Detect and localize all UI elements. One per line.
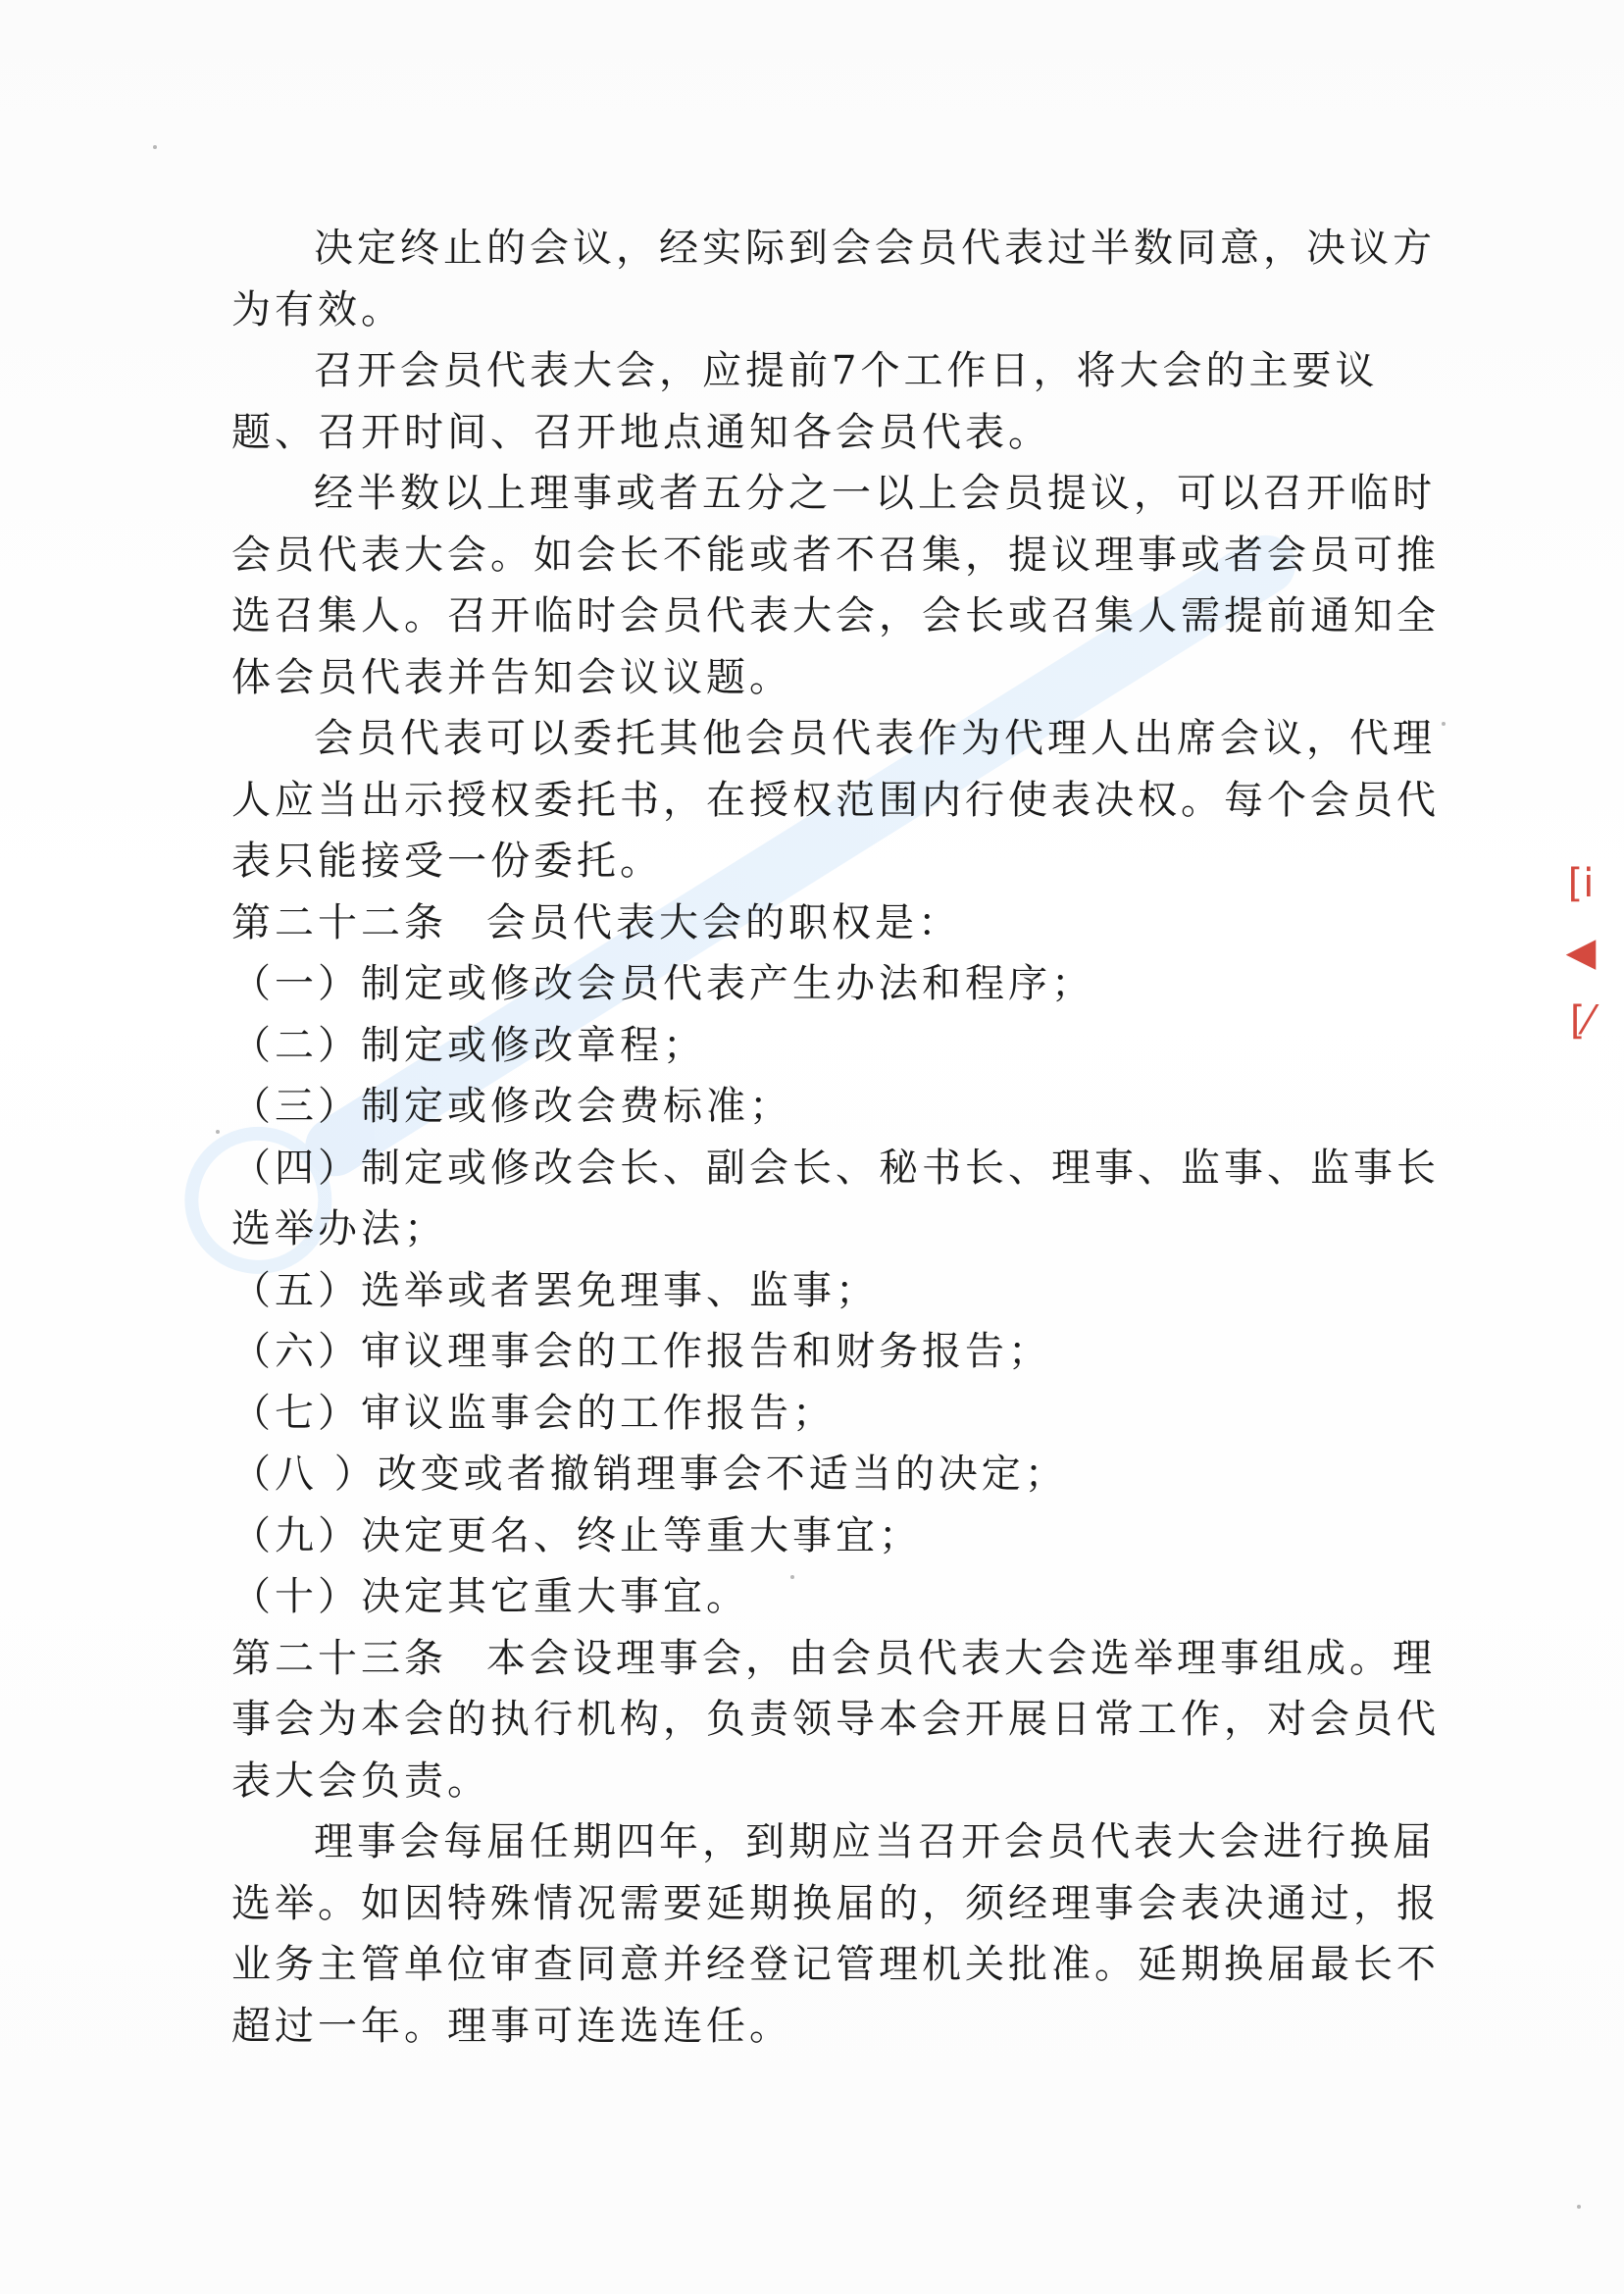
paragraph-line: 表只能接受一份委托。: [231, 839, 663, 884]
paragraph-line: 人应当出示授权委托书，在授权范围内行使表决权。每个会员代: [231, 777, 1440, 823]
list-item: （十）决定其它重大事宜。: [231, 1574, 749, 1619]
seal-fragment-char: [i: [1567, 861, 1595, 906]
paragraph-line: 表大会负责。: [231, 1758, 490, 1804]
scan-speck: [790, 1575, 794, 1579]
list-item: （九）决定更名、终止等重大事宜；: [231, 1512, 922, 1558]
paragraph-line: 理事会每届任期四年，到期应当召开会员代表大会进行换届: [314, 1819, 1436, 1864]
scan-speck: [1442, 722, 1446, 726]
article-23-label: 第二十三条: [231, 1635, 447, 1681]
scan-speck: [153, 145, 157, 149]
list-item: （三）制定或修改会费标准；: [231, 1084, 792, 1129]
paragraph-line: 题、召开时间、召开地点通知各会员代表。: [231, 409, 1051, 455]
list-item: （六）审议理事会的工作报告和财务报告；: [231, 1329, 1051, 1374]
article-22-heading: [231, 892, 1379, 954]
paragraph-line: 决定终止的会议，经实际到会会员代表过半数同意，决议方: [314, 226, 1436, 271]
paragraph-line: 会员代表可以委托其他会员代表作为代理人出席会议，代理: [314, 716, 1436, 761]
paragraph-line: 超过一年。理事可连选连任。: [231, 2003, 792, 2049]
paragraph-line: 经半数以上理事或者五分之一以上会员提议，可以召开临时: [314, 471, 1436, 516]
paragraph-line: 为有效。: [231, 286, 404, 332]
seal-fragment-char: ◀: [1565, 930, 1597, 975]
paragraph-line: 业务主管单位审查同意并经登记管理机关批准。延期换届最长不: [231, 1942, 1440, 1987]
paragraph-line: 体会员代表并告知会议议题。: [231, 654, 792, 700]
article-23-heading: [231, 1628, 1436, 1690]
list-item: （五）选举或者罢免理事、监事；: [231, 1267, 879, 1313]
paragraph-line: 事会为本会的执行机构，负责领导本会开展日常工作，对会员代: [231, 1697, 1440, 1742]
article-22-text: 会员代表大会的职权是：: [486, 899, 961, 945]
list-item: （四）制定或修改会长、副会长、秘书长、理事、监事、监事长: [231, 1145, 1440, 1191]
list-item: （二）制定或修改章程；: [231, 1022, 706, 1068]
paragraph-line: 会员代表大会。如会长不能或者不召集，提议理事或者会员可推: [231, 532, 1440, 578]
paragraph-line: 召开会员代表大会，应提前7个工作日，将大会的主要议: [314, 348, 1379, 393]
list-item: （一）制定或修改会员代表产生办法和程序；: [231, 961, 1094, 1006]
paragraph-line: 选召集人。召开临时会员代表大会，会长或召集人需提前通知全: [231, 593, 1440, 638]
list-item-continuation: 选举办法；: [231, 1206, 447, 1251]
document-body: [231, 218, 1440, 2057]
list-item: （八 ）改变或者撤销理事会不适当的决定；: [231, 1452, 1068, 1497]
seal-fragment-char: [⁄: [1569, 998, 1593, 1044]
scan-speck: [1577, 2205, 1581, 2209]
paragraph-line: 选举。如因特殊情况需要延期换届的，须经理事会表决通过，报: [231, 1880, 1440, 1926]
article-22-label: 第二十二条: [231, 899, 447, 945]
article-23-text: 本会设理事会，由会员代表大会选举理事组成。理: [486, 1635, 1436, 1681]
list-item: （七）审议监事会的工作报告；: [231, 1390, 836, 1436]
side-seal-fragment: [1561, 851, 1600, 1126]
scan-speck: [216, 1130, 220, 1134]
